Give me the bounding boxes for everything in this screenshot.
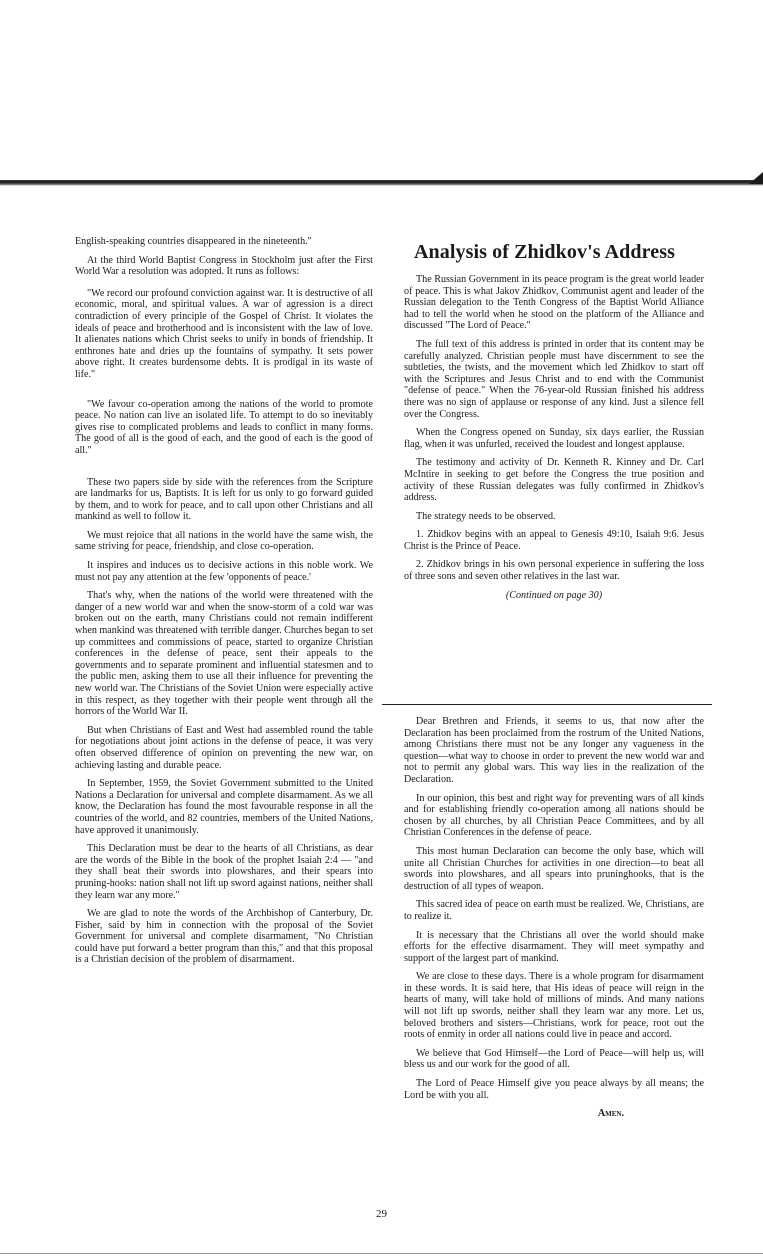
paragraph: That's why, when the nations of the world were threatened with the danger of a new world war and when the snow-storm of a cold war was broken out on the earth, many Christians could not remain indifferent when mankind was threatened with terrible danger. Churches began to set up committees and commissions of peace, started to organize Christian conferences in the defense of peace, sent their appeals to the governments and to separate prominent and influential statesmen and to the public men, asking them to use all their influence for preventing the new world war. The Christians of the Soviet Union were especially active in this respect, as they together with their people went through all the horrors of the World War II.	[75, 590, 373, 718]
address-continuation	[404, 716, 704, 1127]
paragraph: 2. Zhidkov brings in his own personal experience in suffering the loss of three sons and seven other relatives in the last war.	[404, 559, 704, 583]
paragraph: But when Christians of East and West had assembled round the table for negotiations about joint actions in the defense of peace, it was very often observed difference of opinion on preventing the new war, on achieving lasting and durable peace.	[75, 724, 373, 771]
section-divider	[382, 704, 712, 705]
paragraph: Dear Brethren and Friends, it seems to us, that now after the Declaration has been proclaimed from the rostrum of the United Nations, among Christians there must not be any longer any vagueness in the question—what way to choose in order to prevent the new world war and not to permit any global wars. This way lies in the realization of the Declaration.	[404, 716, 704, 785]
quote-paragraph: "We favour co-operation among the nations of the world to promote peace. No nation can live an isolated life. To attempt to do so inevitably gives rise to complicated problems and leads to conflict in many forms. The good of all is the good of each, and the good of each is the good of all."	[75, 398, 373, 456]
paragraph: When the Congress opened on Sunday, six days earlier, the Russian flag, when it was unfurled, received the loudest and longest applause.	[404, 427, 704, 450]
paragraph: We believe that God Himself—the Lord of Peace—will help us, will bless us and our work for the good of all.	[404, 1047, 704, 1071]
paragraph: At the third World Baptist Congress in Stockholm just after the First World War a resolution was adopted. It runs as follows:	[75, 254, 373, 278]
paragraph: We are close to these days. There is a whole program for disarmament in these words. It is said here, that His ideas of peace will reign in the hearts of many, will take hold of millions of minds. And many nations will not lift up swords, neither shall they learn war any more. Let us, beloved brothers and sisters—Christians, work for peace, root out the roots of enmity in order all nations could live in peace and accord.	[404, 971, 704, 1041]
paragraph: We are glad to note the words of the Archbishop of Canterbury, Dr. Fisher, said by him in connection with the proposal of the Soviet Government for universal and complete disarmament, "No Christian could have put forward a better program than this," and that this proposal is a Christian decision of the problem of disarmament.	[75, 908, 373, 966]
article-title: Analysis of Zhidkov's Address	[414, 241, 675, 263]
paragraph: The Russian Government in its peace program is the great world leader of peace. This is what Jakov Zhidkov, Communist agent and leader of the Russian delegation to the Tenth Congress of the Baptist World Alliance had to tell the world when he stood on the platform of the Alliance and discussed "The Lord of Peace."	[404, 274, 704, 332]
paragraph: This Declaration must be dear to the hearts of all Christians, as dear are the words of the Bible in the book of the prophet Isaiah 2:4 — "and they shall beat their swords into plowshares, and their spears into pruning-hooks: nation shall not lift up sword against nations, neither shall they learn war any more."	[75, 843, 374, 901]
paragraph: 1. Zhidkov begins with an appeal to Genesis 49:10, Isaiah 9:6. Jesus Christ is the Prince of Peace.	[404, 529, 704, 552]
header-rule	[0, 180, 763, 186]
paragraph: The full text of this address is printed in order that its content may be carefully analyzed. Christian people must have discernment to see the subtleties, the twists, and the movement which led Zhidkov to start off with the Scriptures and Jesus Christ and to end with the Communist "defense of peace." When the 76-year-old Russian finished his address there was no sign of applause or response of any kind. Just a silence fell over the Congress.	[404, 338, 704, 420]
resolution-quote	[75, 288, 373, 457]
paragraph: The Lord of Peace Himself give you peace always by all means; the Lord be with you all.	[404, 1078, 704, 1101]
left-column	[75, 236, 373, 973]
paragraph: English-speaking countries disappeared in the nineteenth."	[75, 236, 312, 247]
page-number: 29	[376, 1208, 387, 1220]
paragraph: It is necessary that the Christians all over the world should make efforts for the effective disarmament. They will meet sympathy and support of the largest part of mankind.	[404, 929, 704, 964]
continued-note: (Continued on page 30)	[505, 589, 603, 601]
paragraph: These two papers side by side with the references from the Scripture are landmarks for us, Baptists. It is left for us only to go forward guided by them, and to work for peace, and to call upon other Christians and all mankind as well to follow it.	[75, 476, 373, 523]
paragraph: In our opinion, this best and right way for preventing wars of all kinds and for establishing friendly co-operation among all nations should be chosen by all churches, by all Christian Peace Committees, and by all Christian Conferences in the defense of peace.	[404, 792, 704, 839]
paragraph: We must rejoice that all nations in the world have the same wish, the same striving for peace, friendship, and close co-operation.	[75, 529, 373, 553]
paragraph: It inspires and induces us to decisive actions in this noble work. We must not pay any attention at the few 'opponents of peace.'	[75, 560, 373, 583]
paragraph: This sacred idea of peace on earth must be realized. We, Christians, are to realize it.	[404, 899, 704, 922]
footer-rule	[0, 1253, 763, 1254]
paragraph: The strategy needs to be observed.	[416, 510, 556, 522]
right-column	[404, 236, 704, 608]
quote-paragraph: "We record our profound conviction against war. It is destructive of all economic, moral, and spiritual values. A war of agression is a direct contradiction of every principle of the Gospel of Christ. It violates the ideals of peace and brotherhood and is inconsistent with the law of love. It alienates nations which Christ seeks to unify in bonds of friendship. It enthrones hate and dries up the fountains of sympathy. It sets power above right. It creates burdensome debts. It is prodigal in its waste of life."	[75, 287, 373, 380]
amen-signoff: Amen.	[597, 1108, 624, 1120]
paragraph: The testimony and activity of Dr. Kenneth R. Kinney and Dr. Carl McIntire in seeking to get before the Congress the true position and activity of these Russian delegates was fully confirmed in Zhidkov's address.	[404, 457, 704, 504]
paragraph: In September, 1959, the Soviet Government submitted to the United Nations a Declaration for universal and complete disarmament. As we all know, the Declaration has found the most favourable response in all the countries of the world, and 82 countries, members of the United Nations, have approved it unanimously.	[75, 778, 373, 836]
paragraph: This most human Declaration can become the only base, which will unite all Christian Churches for activities in one direction—to beat all swords into plowshares, and all spears into pruninghooks, that is the destruction of all types of weapon.	[404, 845, 704, 892]
